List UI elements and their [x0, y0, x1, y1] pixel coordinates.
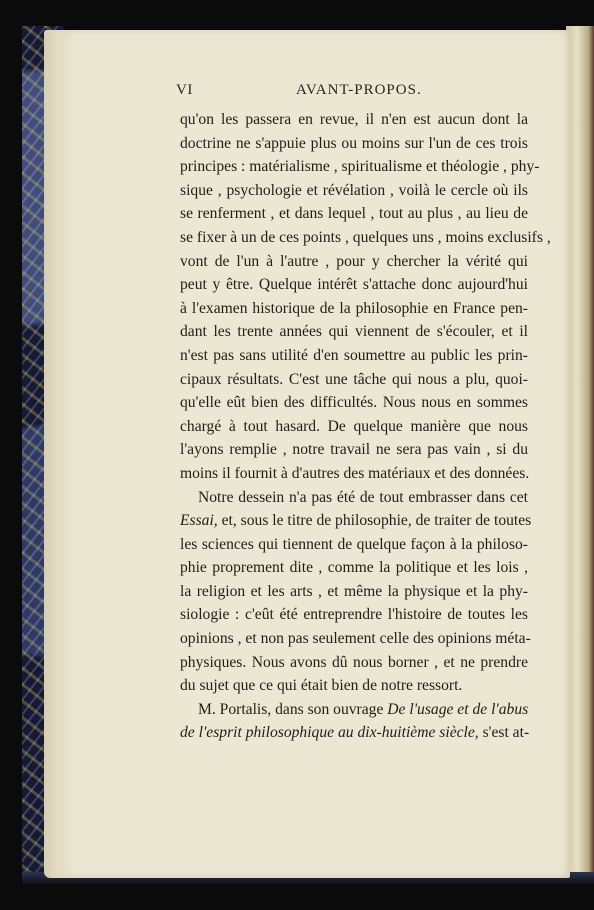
text-line: doctrine ne s'appuie plus ou moins sur l'un de ces trois: [180, 134, 528, 152]
text-line: du sujet que ce qui était bien de notre ressort.: [180, 677, 463, 695]
text-line: siologie : c'eût été entreprendre l'histoire de toutes les: [180, 606, 528, 624]
text-line: principes : matérialisme , spiritualisme et théologie , phy-: [180, 158, 540, 176]
text-line: se fixer à un de ces points , quelques uns , moins exclusifs ,: [180, 228, 551, 246]
italic-title-portalis: De l'usage et de l'abus: [387, 700, 529, 718]
text-line: peut y être. Quelque intérêt s'attache donc aujourd'hui: [180, 276, 528, 294]
text-line: les sciences qui tiennent de quelque façon à la philoso-: [180, 535, 528, 553]
text-line: chargé à tout hasard. De quelque manière que nous: [180, 417, 528, 435]
header-title: AVANT-PROPOS.: [296, 82, 422, 98]
text-line-italic-start: [180, 509, 532, 533]
running-head: [176, 82, 526, 104]
page-edge-binding: [566, 26, 594, 884]
italic-title-continued: de l'esprit philosophique au dix-huitième siècle,: [180, 724, 479, 742]
italic-title-essai: Essai,: [180, 512, 218, 530]
text-line: physiques. Nous avons dû nous borner , et ne prendre: [180, 653, 528, 671]
text-line: qu'elle eût bien des difficultés. Nous nous en sommes: [180, 394, 528, 412]
text-line: n'est pas sans utilité d'en soumettre au public les prin-: [180, 346, 528, 364]
text-line: opinions , et non pas seulement celle des opinions méta-: [180, 630, 531, 648]
text-line: qu'on les passera en revue, il n'en est aucun dont la: [180, 111, 528, 128]
text-line: la religion et les arts , et même la physique et la phy-: [180, 582, 528, 600]
body-text: [180, 108, 551, 745]
text-line: sique , psychologie et révélation , voilà le cercle où ils: [180, 181, 528, 199]
text-line: dant les trente années qui viennent de s'écouler, et il: [180, 323, 528, 341]
page-number: VI: [176, 82, 193, 98]
text-line-with-title: [180, 698, 528, 722]
text-line: Notre dessein n'a pas été de tout embrasser dans cet: [198, 488, 528, 506]
page-fold-shadow: [44, 30, 72, 878]
text-line: phie proprement dite , comme la politique et les lois ,: [180, 559, 528, 577]
text-run: et, sous le titre de philosophie, de traiter de toutes: [217, 512, 532, 530]
text-run: M. Portalis, dans son ouvrage: [198, 700, 388, 718]
text-line: cipaux résultats. C'est une tâche qui nous a plu, quoi-: [180, 370, 528, 388]
text-line: l'ayons remplie , notre travail ne sera pas vain , si du: [180, 441, 528, 459]
text-line: vont de l'un à l'autre , pour y chercher la vérité qui: [180, 252, 528, 270]
text-line: se renferment , et dans lequel , tout au plus , au lieu de: [180, 205, 528, 223]
text-run: s'est at-: [478, 724, 530, 742]
text-line: à l'examen historique de la philosophie en France pen-: [180, 299, 528, 317]
text-line-with-title: [180, 721, 528, 745]
text-line: moins il fournit à d'autres des matériaux et des données.: [180, 464, 530, 482]
